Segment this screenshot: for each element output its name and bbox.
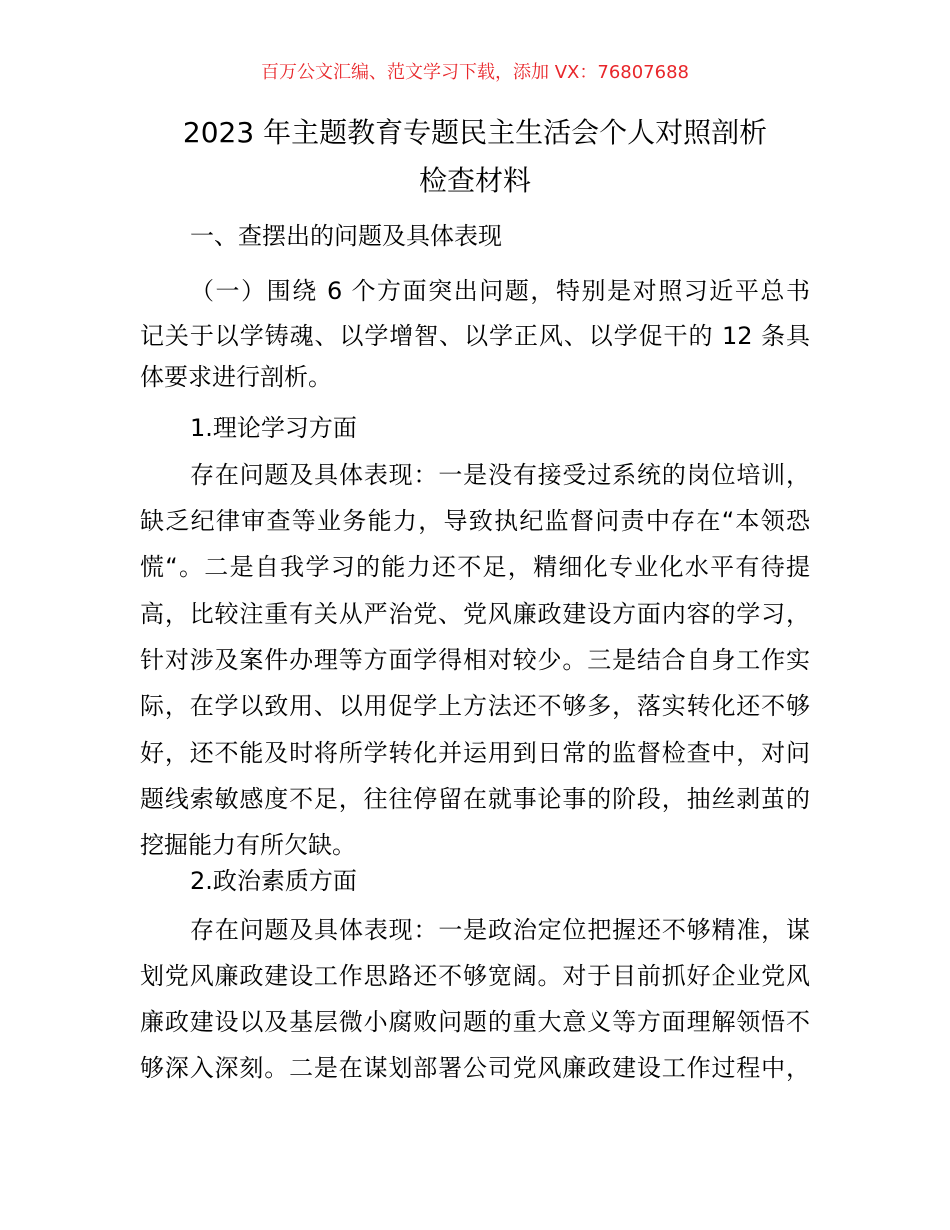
paragraph-line: 慌“。二是自我学习的能力还不足，精细化专业化水平有待提 [140, 553, 810, 581]
paragraph-line: （一）围绕 6 个方面突出问题，特别是对照习近平总书 [190, 277, 810, 305]
watermark-header: 百万公文汇编、范文学习下载，添加 VX：76807688 [261, 62, 689, 83]
paragraph-line: 针对涉及案件办理等方面学得相对较少。三是结合自身工作实 [140, 646, 810, 674]
paragraph-line: 体要求进行剖析。 [140, 363, 332, 391]
document-title: 2023 年主题教育专题民主生活会个人对照剖析 [182, 116, 768, 149]
paragraph-line: 缺乏纪律审查等业务能力，导致执纪监督问责中存在“本领恐 [140, 507, 810, 535]
paragraph-line: 划党风廉政建设工作思路还不够宽阔。对于目前抓好企业党风 [140, 962, 810, 990]
paragraph-line: 存在问题及具体表现：一是政治定位把握还不够精准，谋 [190, 916, 810, 944]
document-title-line2: 检查材料 [418, 164, 531, 197]
paragraph-line: 廉政建设以及基层微小腐败问题的重大意义等方面理解领悟不 [140, 1008, 810, 1036]
paragraph-line: 够深入深刻。二是在谋划部署公司党风廉政建设工作过程中， [140, 1054, 810, 1082]
paragraph-line: 高，比较注重有关从严治党、党风廉政建设方面内容的学习， [140, 600, 810, 628]
section-heading: 一、查摆出的问题及具体表现 [190, 222, 502, 250]
paragraph-line: 题线索敏感度不足，往往停留在就事论事的阶段，抽丝剥茧的 [140, 785, 810, 813]
paragraph-line: 际，在学以致用、以用促学上方法还不够多，落实转化还不够 [140, 692, 810, 720]
paragraph-line: 挖掘能力有所欠缺。 [140, 831, 356, 859]
paragraph-line: 好，还不能及时将所学转化并运用到日常的监督检查中，对问 [140, 739, 810, 767]
paragraph-line: 记关于以学铸魂、以学增智、以学正风、以学促干的 12 条具 [140, 322, 810, 350]
paragraph-line: 存在问题及具体表现：一是没有接受过系统的岗位培训， [190, 461, 810, 489]
item-heading: 2.政治素质方面 [190, 867, 357, 895]
item-heading: 1.理论学习方面 [190, 414, 357, 442]
